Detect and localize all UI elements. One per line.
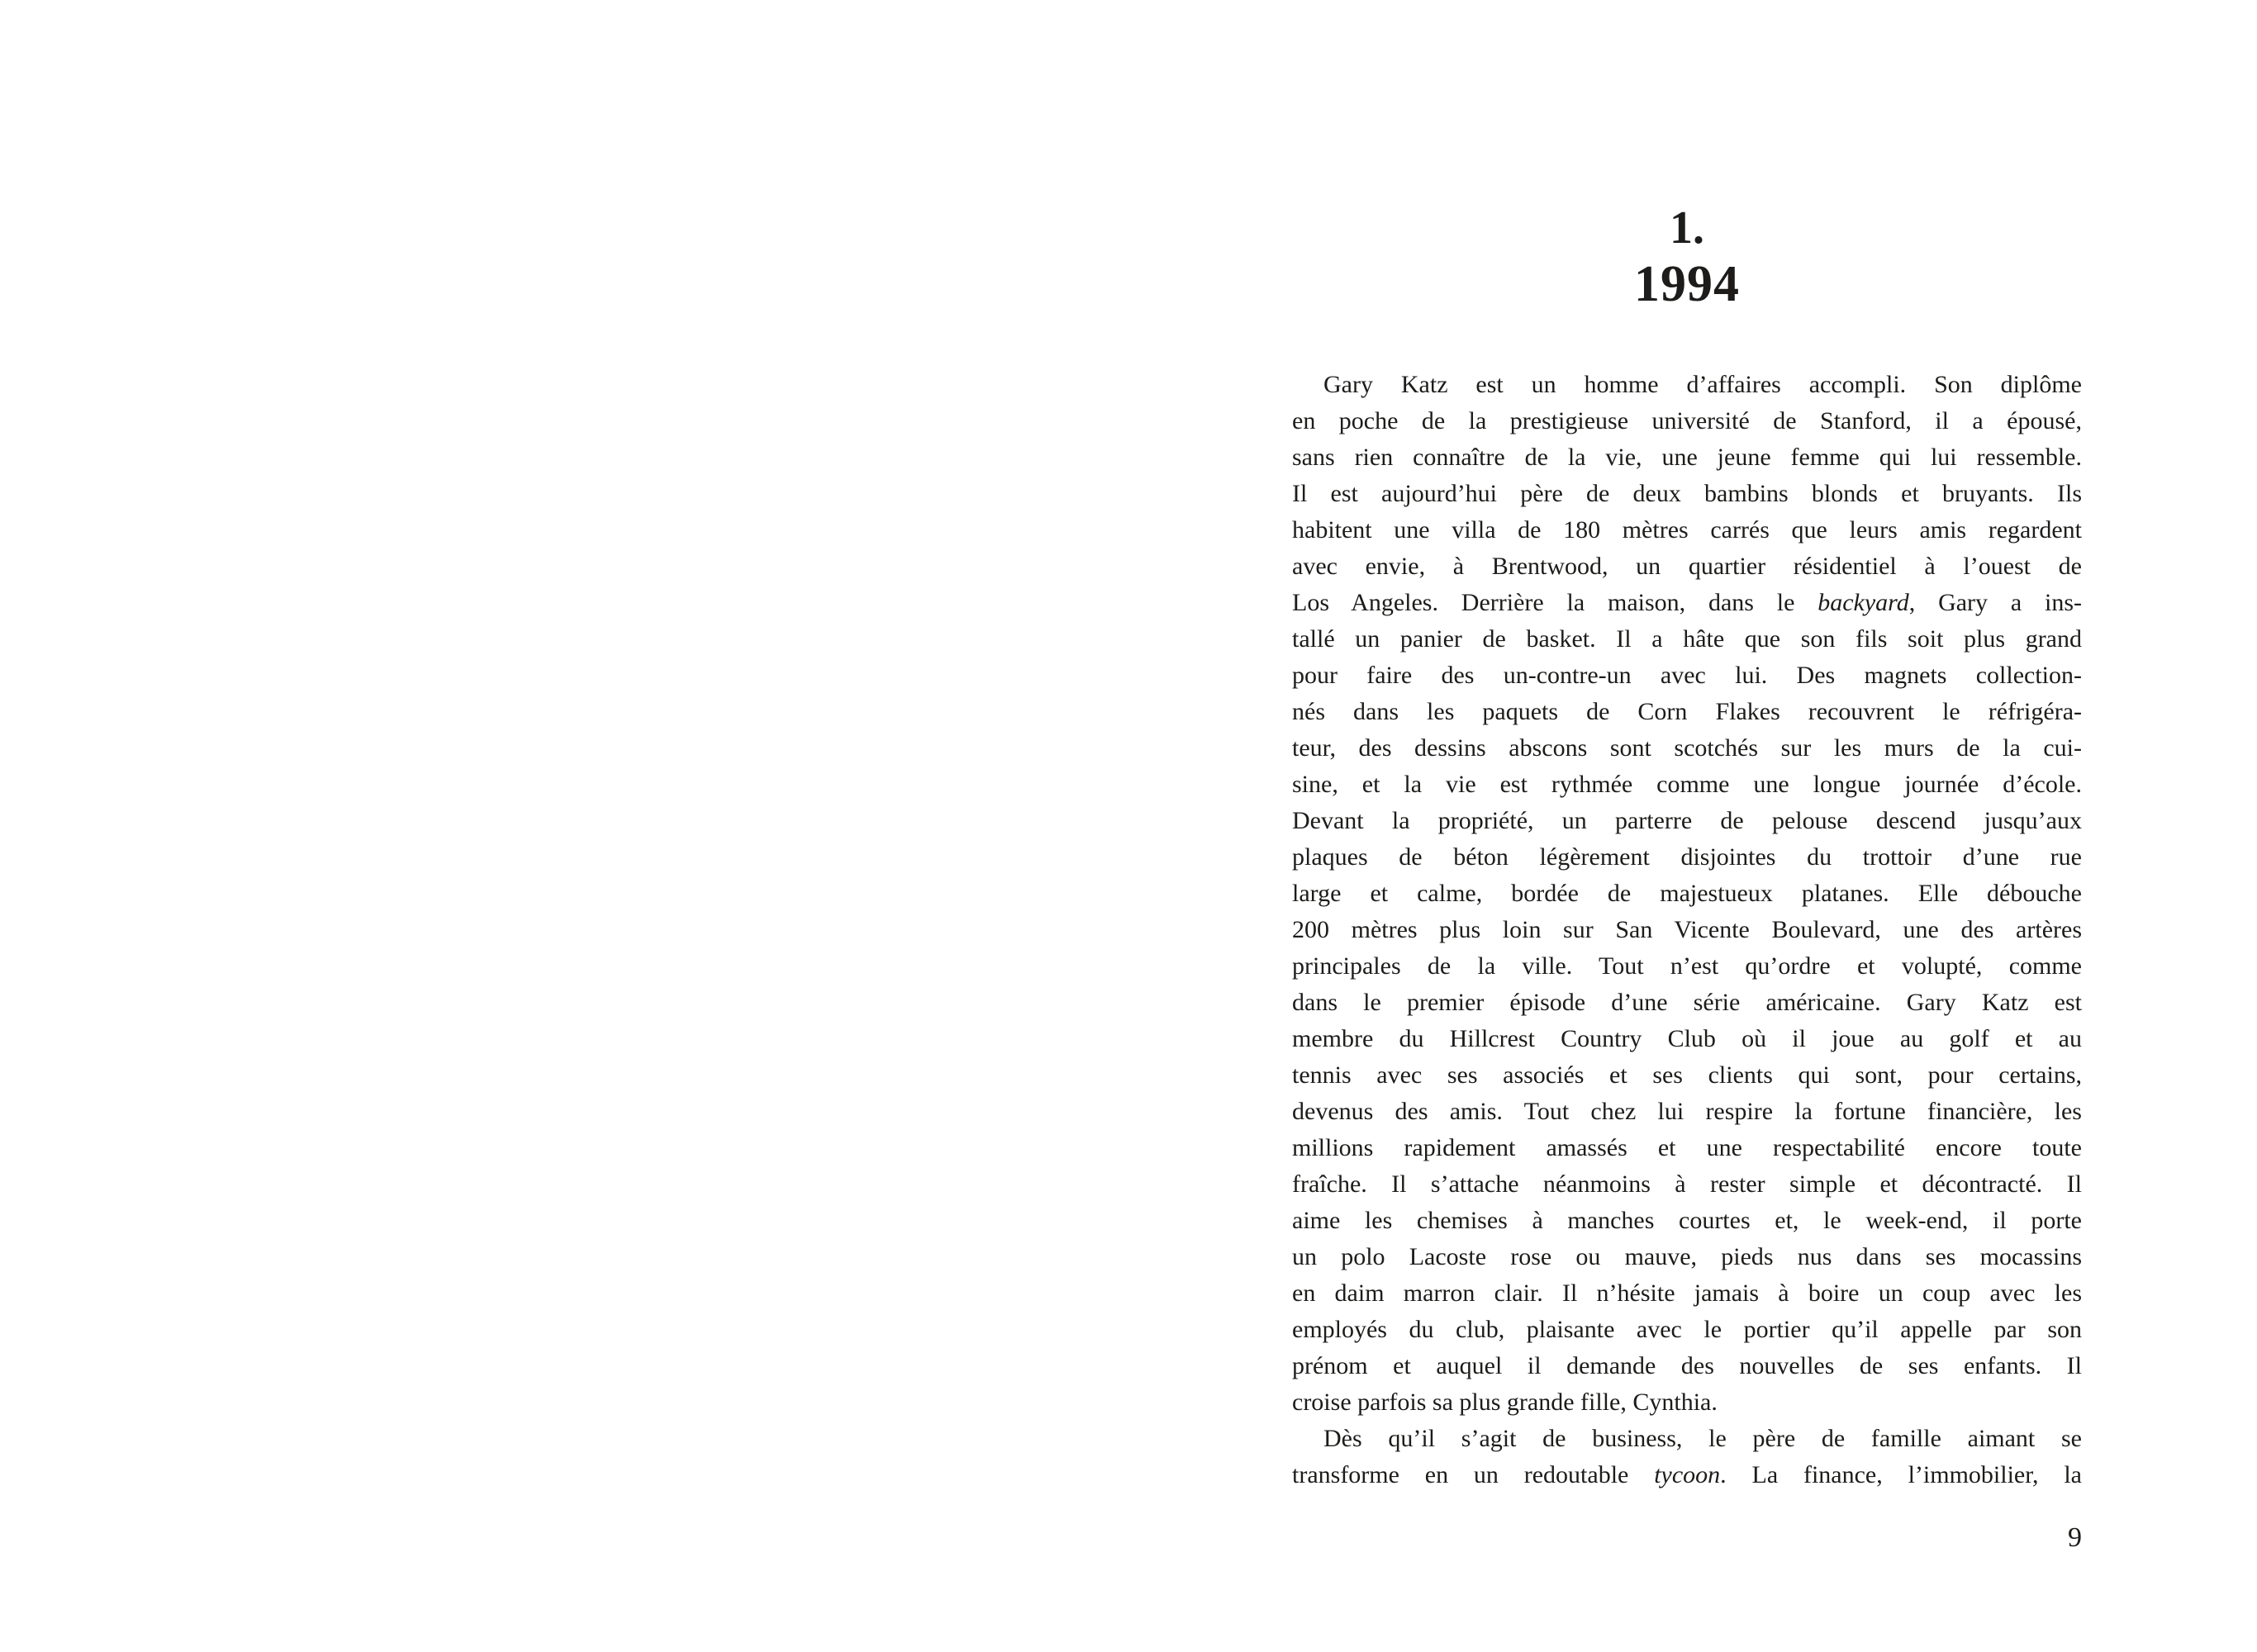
text-run: tallé un panier de basket. Il a hâte que son fils soit plus grand [1292,625,2082,653]
chapter-year: 1994 [1634,256,1740,312]
text-line [1292,1457,2082,1493]
text-run: plaques de béton légèrement disjointes du trottoir d’une rue [1292,843,2082,871]
text-run: membre du Hillcrest Country Club où il joue au golf et au [1292,1025,2082,1052]
text-line [1292,985,2082,1021]
text-line [1292,1275,2082,1312]
text-line [1292,876,2082,912]
text-line [1292,1312,2082,1348]
text-run: pour faire des un-contre-un avec lui. Des magnets collection- [1292,662,2082,689]
text-line [1292,730,2082,767]
text-line [1292,912,2082,948]
text-line [1292,403,2082,439]
text-run: 200 mètres plus loin sur San Vicente Boulevard, une des artères [1292,916,2082,943]
text-line [1292,621,2082,657]
chapter-heading [1292,202,2082,314]
page-number: 9 [2068,1522,2082,1553]
text-run: devenus des amis. Tout chez lui respire la fortune financière, les [1292,1098,2082,1125]
text-run: un polo Lacoste rose ou mauve, pieds nus dans ses mocassins [1292,1243,2082,1270]
text-run: nés dans les paquets de Corn Flakes recouvrent le réfrigéra- [1292,698,2082,725]
chapter-number: 1. [1670,202,1704,254]
text-line [1292,839,2082,876]
text-run: sans rien connaître de la vie, une jeune femme qui lui ressemble. [1292,444,2082,471]
text-line [1292,1421,2082,1457]
text-line [1292,767,2082,803]
text-run: Il est aujourd’hui père de deux bambins blonds et bruyants. Ils [1292,480,2082,507]
text-run: en poche de la prestigieuse université de Stanford, il a épousé, [1292,407,2082,434]
text-line [1292,657,2082,694]
text-line [1292,439,2082,476]
text-run: tennis avec ses associés et ses clients qui sont, pour certains, [1292,1061,2082,1089]
text-run: aime les chemises à manches courtes et, le week-end, il porte [1292,1207,2082,1234]
text-run: dans le premier épisode d’une série américaine. Gary Katz est [1292,989,2082,1016]
text-line [1292,1384,2082,1421]
text-line [1292,1094,2082,1130]
text-run: millions rapidement amassés et une respectabilité encore toute [1292,1134,2082,1161]
text-run: , Gary a ins- [1908,589,2082,616]
text-run: Gary Katz est un homme d’affaires accompli. Son diplôme [1323,371,2082,398]
text-run: large et calme, bordée de majestueux platanes. Elle débouche [1292,880,2082,907]
text-run: employés du club, plaisante avec le portier qu’il appelle par son [1292,1316,2082,1343]
text-run: Dès qu’il s’agit de business, le père de famille aimant se [1323,1425,2082,1452]
text-line [1292,1057,2082,1094]
text-run: Devant la propriété, un parterre de pelouse descend jusqu’aux [1292,807,2082,834]
text-run: Los Angeles. Derrière la maison, dans le [1292,589,1818,616]
text-line [1292,512,2082,548]
italic-text-run: backyard [1817,589,1909,616]
text-run: fraîche. Il s’attache néanmoins à rester simple et décontracté. Il [1292,1170,2082,1198]
text-line [1292,1130,2082,1166]
text-run: croise parfois sa plus grande fille, Cynthia. [1292,1389,1718,1416]
text-run: . La finance, l’immobilier, la [1720,1461,2082,1488]
text-line [1292,548,2082,585]
text-run: prénom et auquel il demande des nouvelles de ses enfants. Il [1292,1352,2082,1379]
text-run: en daim marron clair. Il n’hésite jamais à boire un coup avec les [1292,1279,2082,1307]
italic-text-run: tycoon [1654,1461,1721,1488]
text-run: avec envie, à Brentwood, un quartier résidentiel à l’ouest de [1292,553,2082,580]
text-run: teur, des dessins abscons sont scotchés sur les murs de la cui- [1292,734,2082,762]
text-line [1292,585,2082,621]
text-run: habitent une villa de 180 mètres carrés que leurs amis regardent [1292,516,2082,544]
body-text [1292,367,2082,1493]
text-run: sine, et la vie est rythmée comme une longue journée d’école. [1292,771,2082,798]
text-line [1292,1203,2082,1239]
text-line [1292,367,2082,403]
text-line [1292,803,2082,839]
text-line [1292,1348,2082,1384]
text-run: transforme en un redoutable [1292,1461,1655,1488]
text-line [1292,948,2082,985]
text-line [1292,1166,2082,1203]
text-line [1292,1239,2082,1275]
text-run: principales de la ville. Tout n’est qu’ordre et volupté, comme [1292,952,2082,980]
text-line [1292,1021,2082,1057]
text-line [1292,476,2082,512]
text-line [1292,694,2082,730]
